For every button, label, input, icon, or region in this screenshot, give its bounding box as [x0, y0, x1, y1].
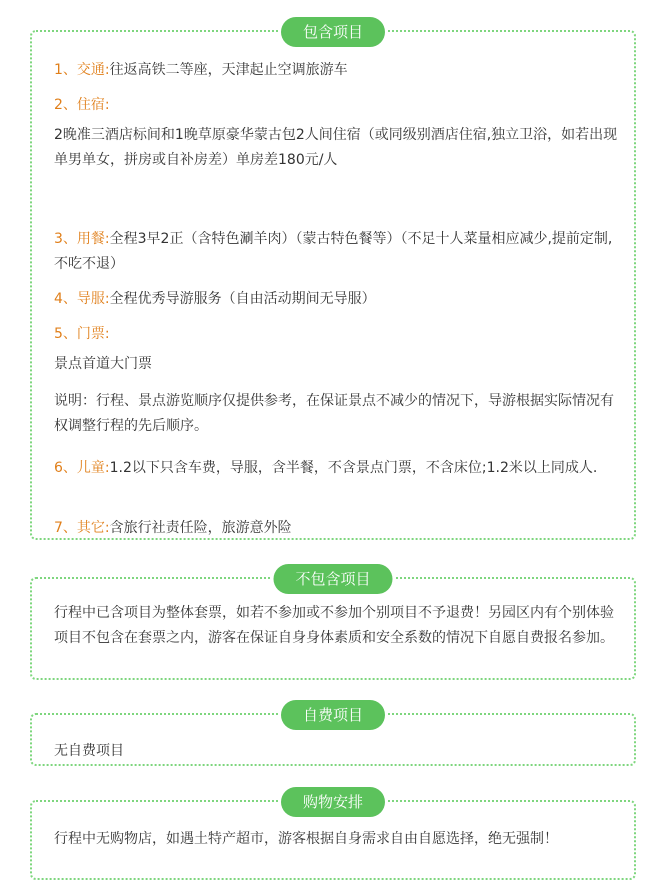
- included-section-title: 包含项目: [281, 17, 385, 47]
- selfpay-section-title: 自费项目: [281, 700, 385, 730]
- children-text: 1.2以下只含车费，导服，含半餐，不含景点门票，不含床位;1.2米以上同成人.: [109, 460, 598, 476]
- excluded-text: 行程中已含项目为整体套票，如若不参加或不参加个别项目不予退费！另园区内有个别体验项目不包含在套票之内，游客在保证自身身体素质和安全系数的情况下自愿自费报名参加。: [54, 605, 614, 646]
- children-item: [54, 456, 620, 481]
- tickets-text: 景点首道大门票: [54, 356, 152, 372]
- meals-label: 3、用餐:: [54, 231, 110, 247]
- included-section: [30, 23, 636, 540]
- excluded-section: [30, 570, 636, 680]
- lodging-label: 2、住宿:: [54, 97, 110, 113]
- shopping-section-title: 购物安排: [281, 787, 385, 817]
- itinerary-note: 说明：行程、景点游览顺序仅提供参考，在保证景点不减少的情况下，导游根据实际情况有权调整行程的先后顺序。: [54, 393, 614, 434]
- excluded-section-title: 不包含项目: [273, 564, 392, 594]
- meals-text: 全程3早2正（含特色涮羊肉）（蒙古特色餐等）（不足十人菜量相应减少,提前定制,不吃不退）: [54, 231, 613, 272]
- shopping-section: [30, 793, 636, 880]
- transport-item: [54, 58, 620, 83]
- selfpay-section: [30, 706, 636, 766]
- shopping-text: 行程中无购物店，如遇土特产超市，游客根据自身需求自由自愿选择，绝无强制！: [54, 831, 558, 847]
- selfpay-text: 无自费项目: [54, 743, 124, 759]
- lodging-text: 2晚准三酒店标间和1晚草原豪华蒙古包2人间住宿（或同级别酒店住宿,独立卫浴，如若出现单男单女，拼房或自补房差）单房差180元/人: [54, 127, 618, 168]
- transport-text: 往返高铁二等座，天津起止空调旅游车: [109, 62, 348, 78]
- meals-item: [54, 227, 620, 277]
- other-item: [54, 516, 620, 541]
- other-label: 7、其它:: [54, 520, 110, 536]
- guide-label: 4、导服:: [54, 291, 110, 307]
- children-label: 6、儿童:: [54, 460, 110, 476]
- lodging-label-line: [54, 93, 620, 118]
- tickets-label: 5、门票:: [54, 326, 110, 342]
- guide-item: [54, 287, 620, 312]
- tickets-label-line: [54, 322, 620, 347]
- other-text: 含旅行社责任险，旅游意外险: [109, 520, 292, 536]
- transport-label: 1、交通:: [54, 62, 110, 78]
- guide-text: 全程优秀导游服务（自由活动期间无导服）: [109, 291, 376, 307]
